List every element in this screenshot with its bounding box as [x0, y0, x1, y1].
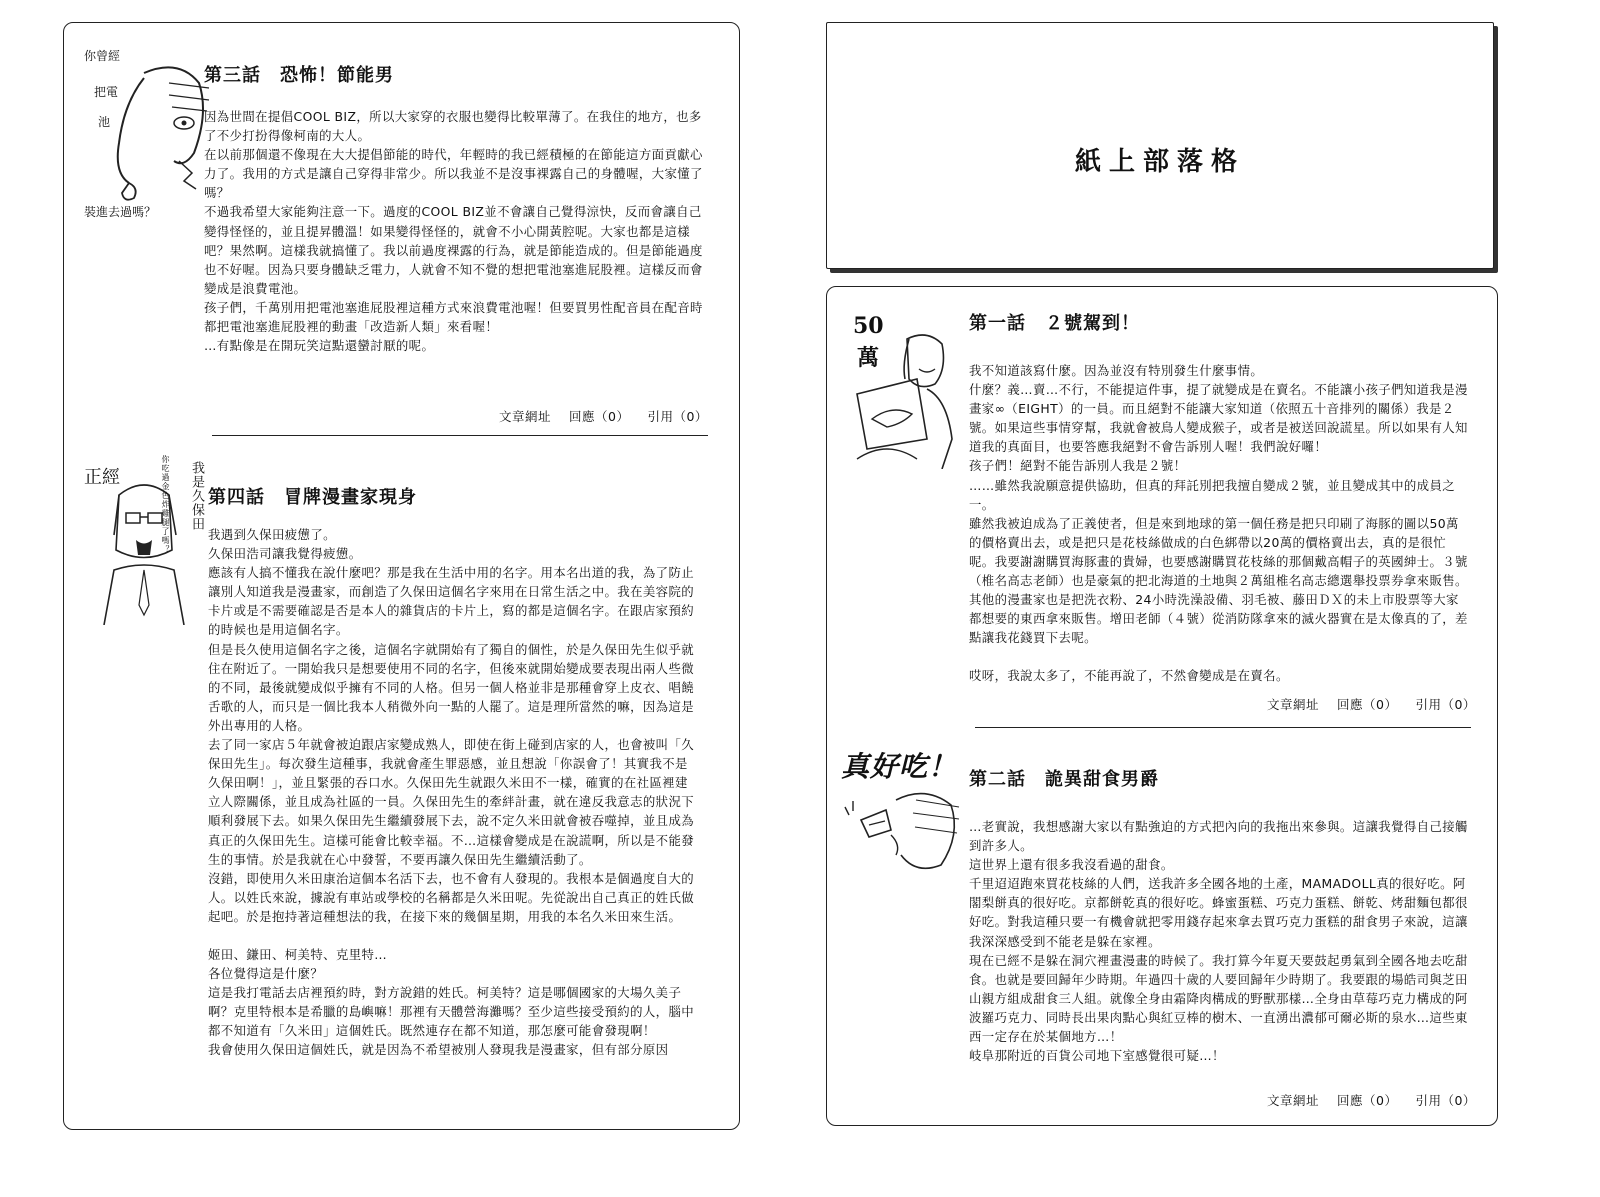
- post3-url-link[interactable]: 文章網址: [499, 409, 552, 424]
- post4-paragraph: 久保田浩司讓我覺得疲憊。: [208, 546, 362, 562]
- post3-paragraph: 在以前那個還不像現在大大提倡節能的時代，年輕時的我已經積極的在節能這方面貢獻心力了。我用的方式是讓自己穿得非常少。所以我並不是沒事裸露自己的身體喔，大家懂了嗎？: [204, 147, 703, 201]
- post1-paragraph: 什麼？義…賣…不行，不能提這件事，提了就變成是在賣名。不能讓小孩子們知道我是漫畫家∞（EIGHT）的一員。而且絕對不能讓大家知道（依照五十音排列的關係）我是２號。如果這些事情穿幫，我就會被鳥人變成猴子，或者是被送回說謊星。所以如果有人知道我的真面目，也要答應我絕對不會告訴別人喔！我們說好囉！: [969, 382, 1468, 455]
- post-2: [969, 765, 1469, 1065]
- post1-illustration: [847, 309, 967, 469]
- post-4: [208, 483, 700, 1060]
- post-3: [204, 61, 704, 355]
- post3-paragraph: 不過我希望大家能夠注意一下。過度的COOL BIZ並不會讓自己覺得涼快，反而會讓自己變得怪怪的，並且提昇體溫！如果變得怪怪的，就會不小心開黃腔呢。大家也都是這樣吧？果然啊。這樣我就搞懂了。我以前過度裸露的行為，就是節能造成的。但是節能過度也不好喔。因為只要身體缺乏電力，人就會不知不覺的想把電池塞進屁股裡。這樣反而會變成是浪費電池。: [204, 204, 703, 296]
- post1-paragraph: 雖然我被迫成為了正義使者，但是來到地球的第一個任務是把只印刷了海豚的圖以50萬的價格賣出去，或是把只是花枝絲做成的白色綁帶以20萬的價格賣出去，真的是很忙呢。我要謝謝購買海豚畫的貴婦，也要感謝購買花枝絲的那個戴高帽子的英國紳士。３號（椎名高志老師）也是豪氣的把北海道的土地與２萬組椎名高志總選舉投票券拿來販售。其他的漫畫家也是把洗衣粉、24小時洗澡設備、羽毛被、藤田ＤＸ的未上市股票等大家都想要的東西拿來販售。增田老師（４號）從消防隊拿來的滅火器實在是太像真的了，差點讓我花錢買下去呢。: [969, 515, 1468, 646]
- post3-art-caption-line1: 你曾經: [84, 49, 121, 63]
- post4-title: 第四話 冒牌漫畫家現身: [208, 487, 417, 508]
- post2-quote-link[interactable]: 引用（0）: [1415, 1093, 1476, 1108]
- post3-paragraph: 孩子們，千萬別用把電池塞進屁股裡這種方式來浪費電池喔！但要買男性配音員在配音時都把電池塞進屁股裡的動畫「改造新人類」來看喔！: [204, 299, 703, 335]
- post1-paragraph: ……雖然我說願意提供協助，但真的拜託別把我擅自變成２號，並且變成其中的成員之一。: [969, 477, 1456, 512]
- left-page-panel: [63, 22, 740, 1130]
- post4-art-label-right: 我是久保田: [189, 461, 204, 531]
- post1-art-label-man: 萬: [857, 345, 880, 371]
- post2-paragraph: 這世界上還有很多我沒看過的甜食。: [969, 857, 1174, 873]
- post3-art-caption-line4: 裝進去過嗎？: [84, 205, 157, 219]
- post1-paragraph: 哎呀，我說太多了，不能再說了，不然會變成是在賣名。: [969, 668, 1289, 684]
- post4-paragraph: 姬田、鎌田、柯美特、克里特…: [208, 946, 388, 962]
- post1-paragraph: 孩子們！絕對不能告訴別人我是２號！: [969, 458, 1187, 474]
- post3-art-caption-line3: 池: [98, 115, 111, 129]
- post2-url-link[interactable]: 文章網址: [1267, 1093, 1320, 1108]
- post4-paragraph: 這是我打電話去店裡預約時，對方說錯的姓氏。柯美特？這是哪個國家的大場久美子啊？克里特根本是希臘的島嶼嘛！那裡有天體營海灘嗎？至少這些接受預約的人，腦中都不知道有「久米田」這個姓氏。既然連存在都不知道，那怎麼可能會發現啊！: [208, 985, 695, 1039]
- post4-art-bubble: 你吃過金色炸雞腿了嗎？: [161, 455, 170, 554]
- post2-paragraph: 岐阜那附近的百貨公司地下室感覺很可疑…！: [969, 1048, 1225, 1064]
- post4-paragraph: 去了同一家店５年就會被迫跟店家變成熟人，即使在街上碰到店家的人，也會被叫「久保田先生」。每次發生這種事，我就會產生罪惡感，並且想說「你誤會了！其實我不是久保田啊！」，並且緊張的吞口水。久保田先生就跟久米田不一樣，確實的在社區裡建立人際關係，並且成為社區的一員。久保田先生的牽絆計畫，就在違反我意志的狀況下順利發展下去。如果久保田先生繼續發展下去，說不定久米田就會被吞噬掉，並且成為真正的久保田先生。這樣可能會比較幸福。不…這樣會變成是在說謊啊，所以是不能發生的事情。於是我就在心中發誓，不要再讓久保田先生繼續活動了。: [208, 737, 695, 867]
- post4-art-label-left: 正經: [84, 467, 120, 488]
- header-title: 紙上部落格: [1074, 147, 1245, 177]
- post1-title: 第一話 ２號駕到！: [969, 313, 1140, 334]
- post3-footer: [499, 407, 708, 425]
- post4-body: [208, 525, 700, 1060]
- post2-art-label: 真好吃！: [841, 750, 958, 783]
- post2-paragraph: 現在已經不是躲在洞穴裡畫漫畫的時候了。我打算今年夏天要鼓起勇氣到全國各地去吃甜食。也就是要回歸年少時期。年過四十歲的人要回歸年少時期了。我要跟的場皓司與芝田山親方組成甜食三人組。就像全身由霜降肉構成的野獸那樣…全身由草莓巧克力構成的阿波羅巧克力、同時長出果肉點心與紅豆棒的樹木、一直湧出濃郁可爾必斯的泉水…這些東西一定存在於某個地方…！: [969, 952, 1468, 1045]
- post3-illustration: [84, 43, 214, 223]
- post2-reply-link[interactable]: 回應（0）: [1337, 1093, 1398, 1108]
- post1-footer: [1267, 695, 1476, 713]
- post-1: [969, 309, 1469, 686]
- header-box: [826, 22, 1494, 269]
- post4-paragraph: 應該有人搞不懂我在說什麼吧？那是我在生活中用的名字。用本名出道的我，為了防止讓別人知道我是漫畫家，而創造了久保田這個名字來用在日常生活之中。我在美容院的卡片或是不需要確認是否是本人的雜貨店的卡片上，寫的都是這個名字。在跟店家預約的時候也是用這個名字。: [208, 565, 695, 638]
- post2-paragraph: 千里迢迢跑來買花枝絲的人們，送我許多全國各地的土產，MAMADOLL真的很好吃。阿閣梨餅真的很好吃。京都餅乾真的很好吃。蜂蜜蛋糕、巧克力蛋糕、餅乾、烤甜麵包都很好吃。對我這種只要一有機會就把零用錢存起來拿去買巧克力蛋糕的甜食男子來說，這讓我深深感受到不能老是躲在家裡。: [969, 876, 1468, 949]
- post4-paragraph: 但是長久使用這個名字之後，這個名字就開始有了獨自的個性，於是久保田先生似乎就住在附近了。一開始我只是想要使用不同的名字，但後來就開始變成要表現出兩人些微的不同，最後就變成似乎擁有不同的人格。但另一個人格並非是那種會穿上皮衣、唱饒舌歌的人，而只是一個比我本人稍微外向一點的人罷了。這是理所當然的嘛，因為這是外出專用的人格。: [208, 641, 695, 733]
- post2-title: 第二話 詭異甜食男爵: [969, 769, 1159, 790]
- post3-paragraph: 因為世間在提倡COOL BIZ，所以大家穿的衣服也變得比較單薄了。在我住的地方，也多了不少打扮得像柯南的大人。: [204, 109, 702, 144]
- stretching-man-drawing: [84, 43, 214, 223]
- post3-paragraph: …有點像是在開玩笑這點還蠻討厭的呢。: [204, 338, 435, 354]
- post3-body: [204, 107, 704, 355]
- post2-illustration: [841, 745, 971, 895]
- post2-footer: [1267, 1091, 1476, 1109]
- post-divider: [212, 435, 708, 436]
- post4-illustration: [84, 455, 204, 625]
- post3-title: 第三話 恐怖！節能男: [204, 65, 394, 86]
- post3-art-caption-line2: 把電: [94, 85, 119, 99]
- post3-quote-link[interactable]: 引用（0）: [647, 409, 708, 424]
- post4-paragraph: 各位覺得這是什麼？: [208, 966, 324, 982]
- post1-art-label-50: 50: [853, 313, 884, 339]
- post3-reply-link[interactable]: 回應（0）: [569, 409, 630, 424]
- post2-body: [969, 817, 1469, 1065]
- post2-paragraph: …老實說，我想感謝大家以有點強迫的方式把內向的我拖出來參與。這讓我覺得自己接觸到許多人。: [969, 819, 1468, 854]
- post1-body: [969, 361, 1469, 686]
- post1-reply-link[interactable]: 回應（0）: [1337, 697, 1398, 712]
- right-page-panel: [826, 286, 1498, 1126]
- post4-paragraph: 我遇到久保田疲憊了。: [208, 527, 336, 542]
- post1-paragraph: 我不知道該寫什麼。因為並沒有特別發生什麼事情。: [969, 363, 1264, 378]
- post1-quote-link[interactable]: 引用（0）: [1415, 697, 1476, 712]
- post4-paragraph: 我會使用久保田這個姓氏，就是因為不希望被別人發現我是漫畫家，但有部分原因: [208, 1042, 669, 1058]
- post-divider: [975, 727, 1471, 728]
- post1-url-link[interactable]: 文章網址: [1267, 697, 1320, 712]
- post4-paragraph: 沒錯，即使用久米田康治這個本名活下去，也不會有人發現的。我根本是個過度自大的人。以姓氏來說，據說有車站或學校的名稱都是久米田呢。先從說出自己真正的姓氏做起吧。於是抱持著這種想法的我，在接下來的幾個星期，用我的本名久米田來生活。: [208, 870, 695, 924]
